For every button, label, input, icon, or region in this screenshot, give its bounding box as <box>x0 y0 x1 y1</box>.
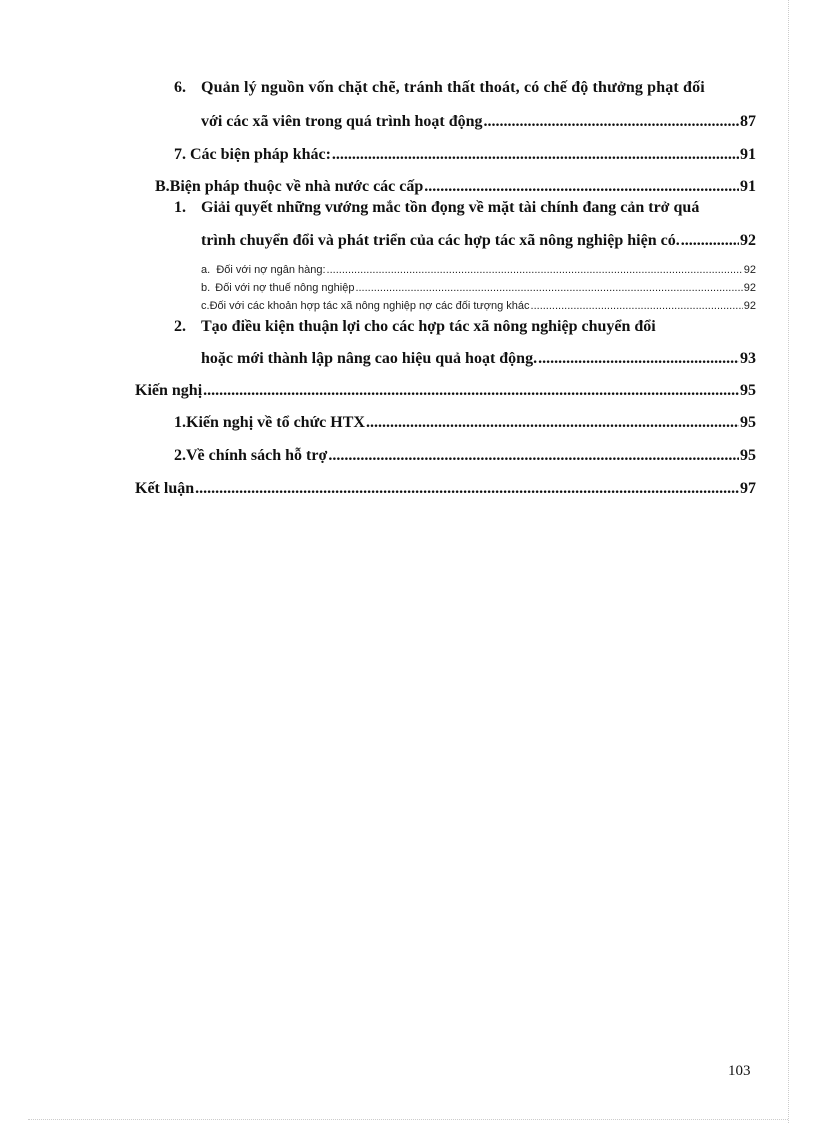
toc-leader-dots <box>424 178 739 196</box>
toc-chapter-title: Kiến nghị <box>135 382 203 399</box>
toc-item-title: Giải quyết những vướng mắc tồn đọng về mặt tài chính đang cản trở quá <box>201 199 700 216</box>
toc-item-title: 7. Các biện pháp khác: <box>174 146 331 163</box>
toc-item-kn1[interactable] <box>174 414 756 432</box>
toc-leader-dots <box>195 480 739 498</box>
toc-leader-dots <box>355 282 742 294</box>
toc-item-title-cont: trình chuyển đổi và phát triển của các hợp tác xã nông nghiệp hiện có. <box>201 232 680 249</box>
toc-item-title: Đối với các khoản hợp tác xã nông nghiệp nợ các đối tượng khác <box>209 300 530 312</box>
toc-item-title: Quản lý nguồn vốn chặt chẽ, tránh thất thoát, có chế độ thưởng phạt đối <box>201 79 705 96</box>
toc-item-title: Biện pháp thuộc về nhà nước các cấp <box>169 178 424 195</box>
toc-item-7[interactable] <box>174 146 756 164</box>
toc-leader-dots <box>366 414 739 432</box>
toc-item-number: 1. <box>174 414 186 431</box>
toc-item-b1b[interactable] <box>201 282 756 294</box>
toc-page-number: 97 <box>740 480 756 497</box>
toc-item-title: Đối với nợ thuế nông nghiệp <box>215 282 355 294</box>
toc-leader-dots <box>327 264 743 276</box>
toc-chapter-title: Kết luận <box>135 480 195 497</box>
toc-page-number: 92 <box>740 232 756 249</box>
toc-leader-dots <box>203 382 739 400</box>
toc-item-b1c[interactable] <box>201 300 756 312</box>
toc-item-title: Tạo điều kiện thuận lợi cho các hợp tác xã nông nghiệp chuyển đổi <box>201 318 656 335</box>
toc-chapter-ket-luan[interactable] <box>135 480 756 498</box>
toc-item-b1a[interactable] <box>201 264 756 276</box>
toc-page-number: 91 <box>740 146 756 163</box>
toc-leader-dots <box>681 232 739 250</box>
toc-leader-dots <box>483 113 739 131</box>
toc-section-letter: B. <box>155 178 170 195</box>
toc-item-letter: b. <box>201 282 211 294</box>
toc-leader-dots <box>538 350 739 368</box>
toc-section-b[interactable] <box>155 178 756 196</box>
toc-page-number: 92 <box>743 264 756 276</box>
toc-page-number: 92 <box>743 300 756 312</box>
toc-item-number: 2. <box>174 447 186 464</box>
toc-item-number: 6. <box>174 79 186 96</box>
toc-item-title: Về chính sách hỗ trợ <box>186 447 328 464</box>
toc-page-number: 95 <box>740 414 756 431</box>
toc-item-title: Đối với nợ ngân hàng: <box>216 264 326 276</box>
toc-item-b2-line2[interactable] <box>201 350 756 368</box>
toc-page-number: 87 <box>740 113 756 130</box>
toc-chapter-kien-nghi[interactable] <box>135 382 756 400</box>
toc-page-number: 91 <box>740 178 756 195</box>
toc-item-6-line1[interactable] <box>174 79 756 97</box>
toc-item-title: Kiến nghị về tổ chức HTX <box>186 414 365 431</box>
toc-page-number: 93 <box>740 350 756 367</box>
page-number: 103 <box>728 1063 751 1079</box>
toc-page-number: 95 <box>740 382 756 399</box>
toc-item-number: 2. <box>174 318 186 335</box>
toc-item-letter: a. <box>201 264 211 276</box>
toc-item-title-cont: với các xã viên trong quá trình hoạt động <box>201 113 483 130</box>
page-bottom-border <box>28 1119 788 1120</box>
toc-item-number: 1. <box>174 199 186 216</box>
toc-page-number: 92 <box>743 282 756 294</box>
toc-item-letter: c. <box>201 300 210 312</box>
toc-item-b2-line1[interactable] <box>174 318 756 336</box>
toc-leader-dots <box>531 300 743 312</box>
page-right-border <box>788 0 789 1123</box>
toc-item-kn2[interactable] <box>174 447 756 465</box>
toc-item-title-cont: hoặc mới thành lập nâng cao hiệu quả hoạt động. <box>201 350 538 367</box>
toc-item-b1-line1[interactable] <box>174 199 756 217</box>
toc-leader-dots <box>328 447 739 465</box>
toc-leader-dots <box>332 146 739 164</box>
toc-page-number: 95 <box>740 447 756 464</box>
toc-item-b1-line2[interactable] <box>201 232 756 250</box>
toc-item-6-line2[interactable] <box>201 113 756 131</box>
